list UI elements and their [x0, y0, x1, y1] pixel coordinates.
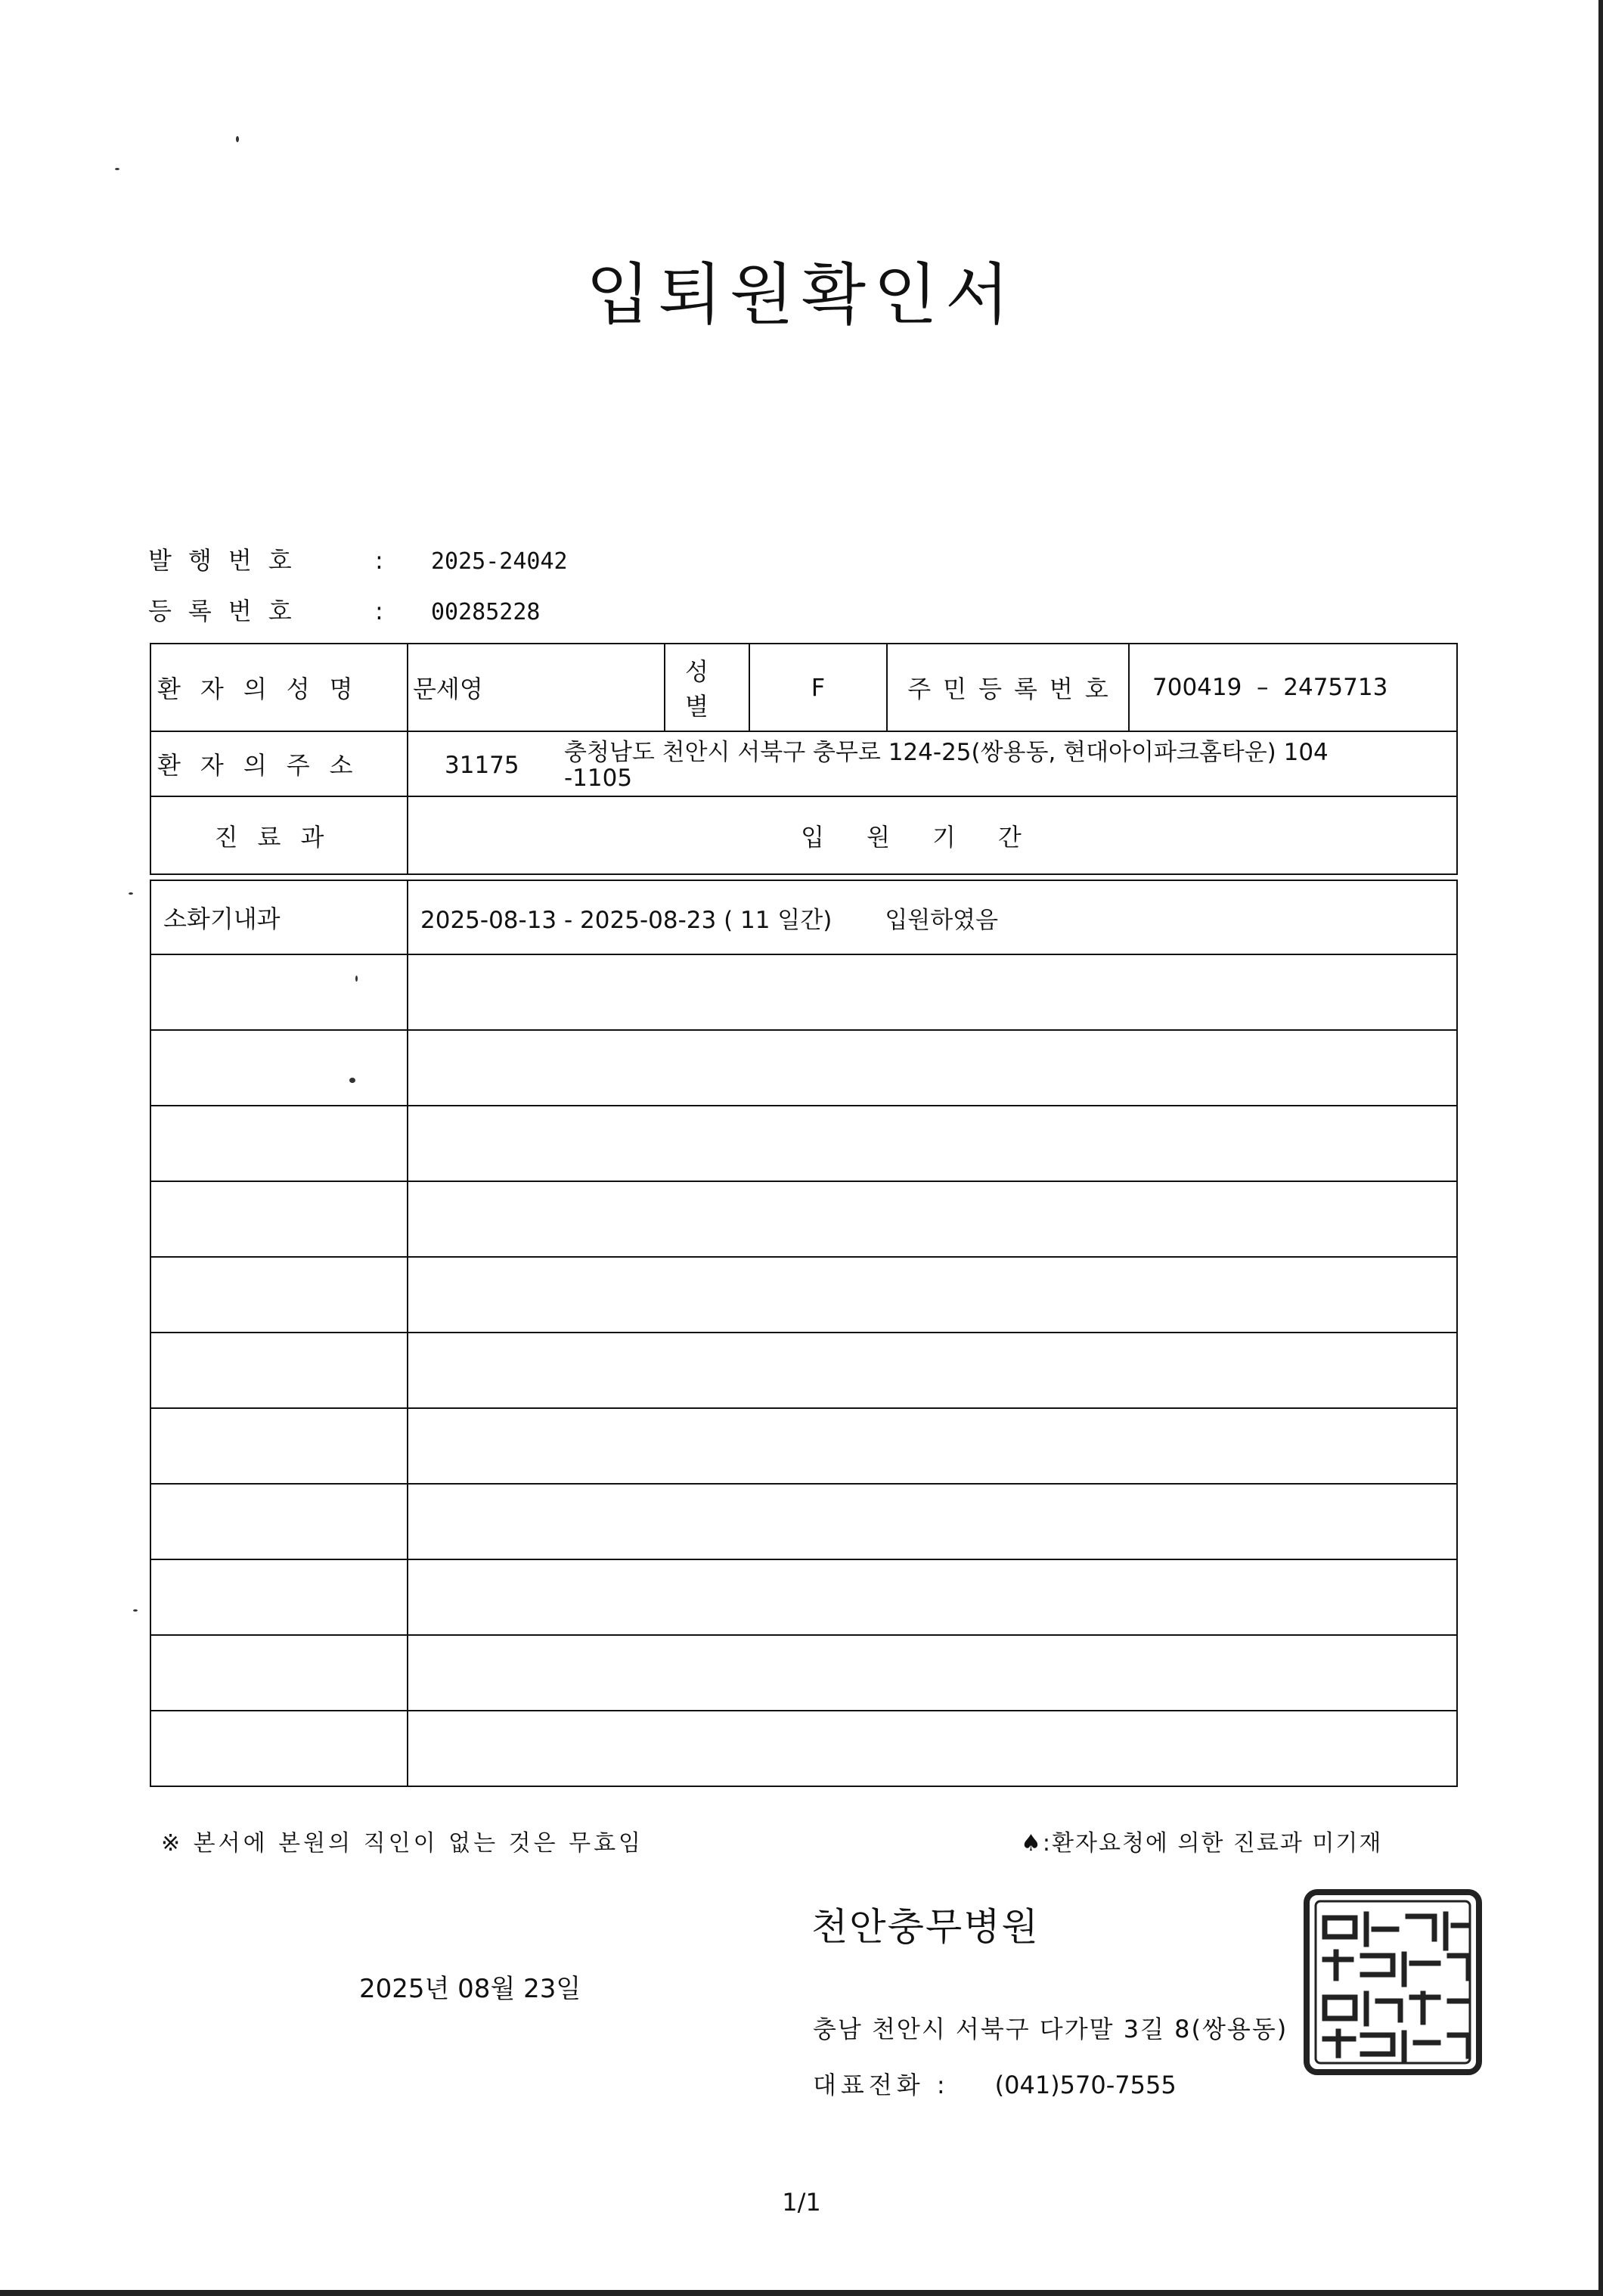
- department-header: 진료과: [151, 797, 408, 873]
- admission-period: 2025-08-13 - 2025-08-23 ( 11 일간): [420, 906, 833, 934]
- address-lines: [564, 740, 1329, 791]
- scan-speck: [349, 1078, 355, 1083]
- empty-department-cell: [151, 1106, 408, 1181]
- patient-address-row: [150, 732, 1458, 797]
- page-number: 1/1: [782, 2188, 821, 2217]
- empty-table-row: [150, 1409, 1458, 1485]
- phone-label: 대표전화 :: [813, 2071, 950, 2099]
- admission-department: 소화기내과: [151, 881, 408, 954]
- registration-number-value: 00285228: [431, 599, 541, 625]
- empty-department-cell: [151, 1258, 408, 1332]
- sex-label: 성별: [665, 644, 750, 731]
- empty-table-row: [150, 955, 1458, 1031]
- empty-department-cell: [151, 1560, 408, 1634]
- registration-number-colon: :: [375, 597, 383, 625]
- notice-right: ♠:환자요청에 의한 진료과 미기재: [1021, 1830, 1383, 1857]
- phone-number: (041)570-7555: [994, 2071, 1177, 2099]
- empty-department-cell: [151, 1031, 408, 1105]
- empty-table-row: [150, 1636, 1458, 1711]
- period-header: 입원기간: [801, 822, 1064, 852]
- empty-period-cell: [408, 1711, 1456, 1786]
- official-seal: [1302, 1888, 1484, 2077]
- empty-department-cell: [151, 1711, 408, 1786]
- scan-speck: [133, 1609, 138, 1612]
- empty-table-row: [150, 1031, 1458, 1106]
- empty-table-row: [150, 1485, 1458, 1560]
- scan-speck: [355, 976, 358, 982]
- admission-row: [150, 880, 1458, 955]
- scan-speck: [129, 892, 133, 895]
- registration-number-row: [148, 592, 541, 627]
- address-label: 환자의주소: [151, 732, 408, 796]
- hospital-name: 천안충무병원: [811, 1905, 1040, 1949]
- name-label: 환자의성명: [151, 644, 408, 731]
- empty-period-cell: [408, 1182, 1456, 1256]
- empty-department-cell: [151, 1182, 408, 1256]
- admission-period-cell: [408, 881, 1456, 954]
- address-cell: [408, 732, 1456, 796]
- issue-number-value: 2025-24042: [431, 548, 568, 575]
- patient-info-row: [150, 643, 1458, 732]
- issue-number-label: 발행번호: [148, 546, 309, 575]
- issue-number-colon: :: [375, 546, 383, 575]
- empty-department-cell: [151, 1485, 408, 1559]
- address-line-2: -1105: [564, 765, 633, 792]
- empty-rows: [150, 955, 1458, 1787]
- empty-period-cell: [408, 1106, 1456, 1181]
- patient-rrn: 700419 – 2475713: [1152, 674, 1388, 701]
- empty-period-cell: [408, 955, 1456, 1029]
- rrn-label: 주민등록번호: [888, 644, 1130, 731]
- column-header-row: [150, 797, 1458, 875]
- empty-period-cell: [408, 1258, 1456, 1332]
- registration-number-label: 등록번호: [148, 597, 309, 625]
- empty-table-row: [150, 1711, 1458, 1787]
- scan-speck: [236, 136, 239, 142]
- issue-number-row: [148, 541, 568, 576]
- empty-period-cell: [408, 1333, 1456, 1407]
- empty-table-row: [150, 1182, 1458, 1258]
- empty-period-cell: [408, 1485, 1456, 1559]
- issue-date: 2025년 08월 23일: [359, 1974, 581, 2004]
- empty-department-cell: [151, 1333, 408, 1407]
- notice-left: ※ 본서에 본원의 직인이 없는 것은 무효임: [161, 1830, 644, 1857]
- phone-row: [813, 2066, 1177, 2101]
- document-title: 입퇴원확인서: [585, 256, 1018, 334]
- postal-code: 31175: [445, 752, 519, 779]
- address-line-1: 충청남도 천안시 서북구 충무로 124-25(쌍용동, 현대아이파크홈타운) 104: [564, 739, 1329, 766]
- empty-table-row: [150, 1106, 1458, 1182]
- empty-department-cell: [151, 955, 408, 1029]
- empty-department-cell: [151, 1409, 408, 1483]
- scan-speck: [115, 168, 119, 170]
- empty-table-row: [150, 1333, 1458, 1409]
- empty-table-row: [150, 1560, 1458, 1636]
- patient-form: [150, 643, 1458, 1787]
- empty-period-cell: [408, 1560, 1456, 1634]
- empty-period-cell: [408, 1409, 1456, 1483]
- empty-department-cell: [151, 1636, 408, 1710]
- patient-sex: F: [750, 644, 888, 731]
- patient-name: 문세영: [408, 644, 665, 731]
- empty-period-cell: [408, 1031, 1456, 1105]
- empty-table-row: [150, 1258, 1458, 1333]
- empty-period-cell: [408, 1636, 1456, 1710]
- hospital-address: 충남 천안시 서북구 다가말 3길 8(쌍용동): [813, 2015, 1288, 2043]
- admission-status: 입원하였음: [885, 906, 999, 934]
